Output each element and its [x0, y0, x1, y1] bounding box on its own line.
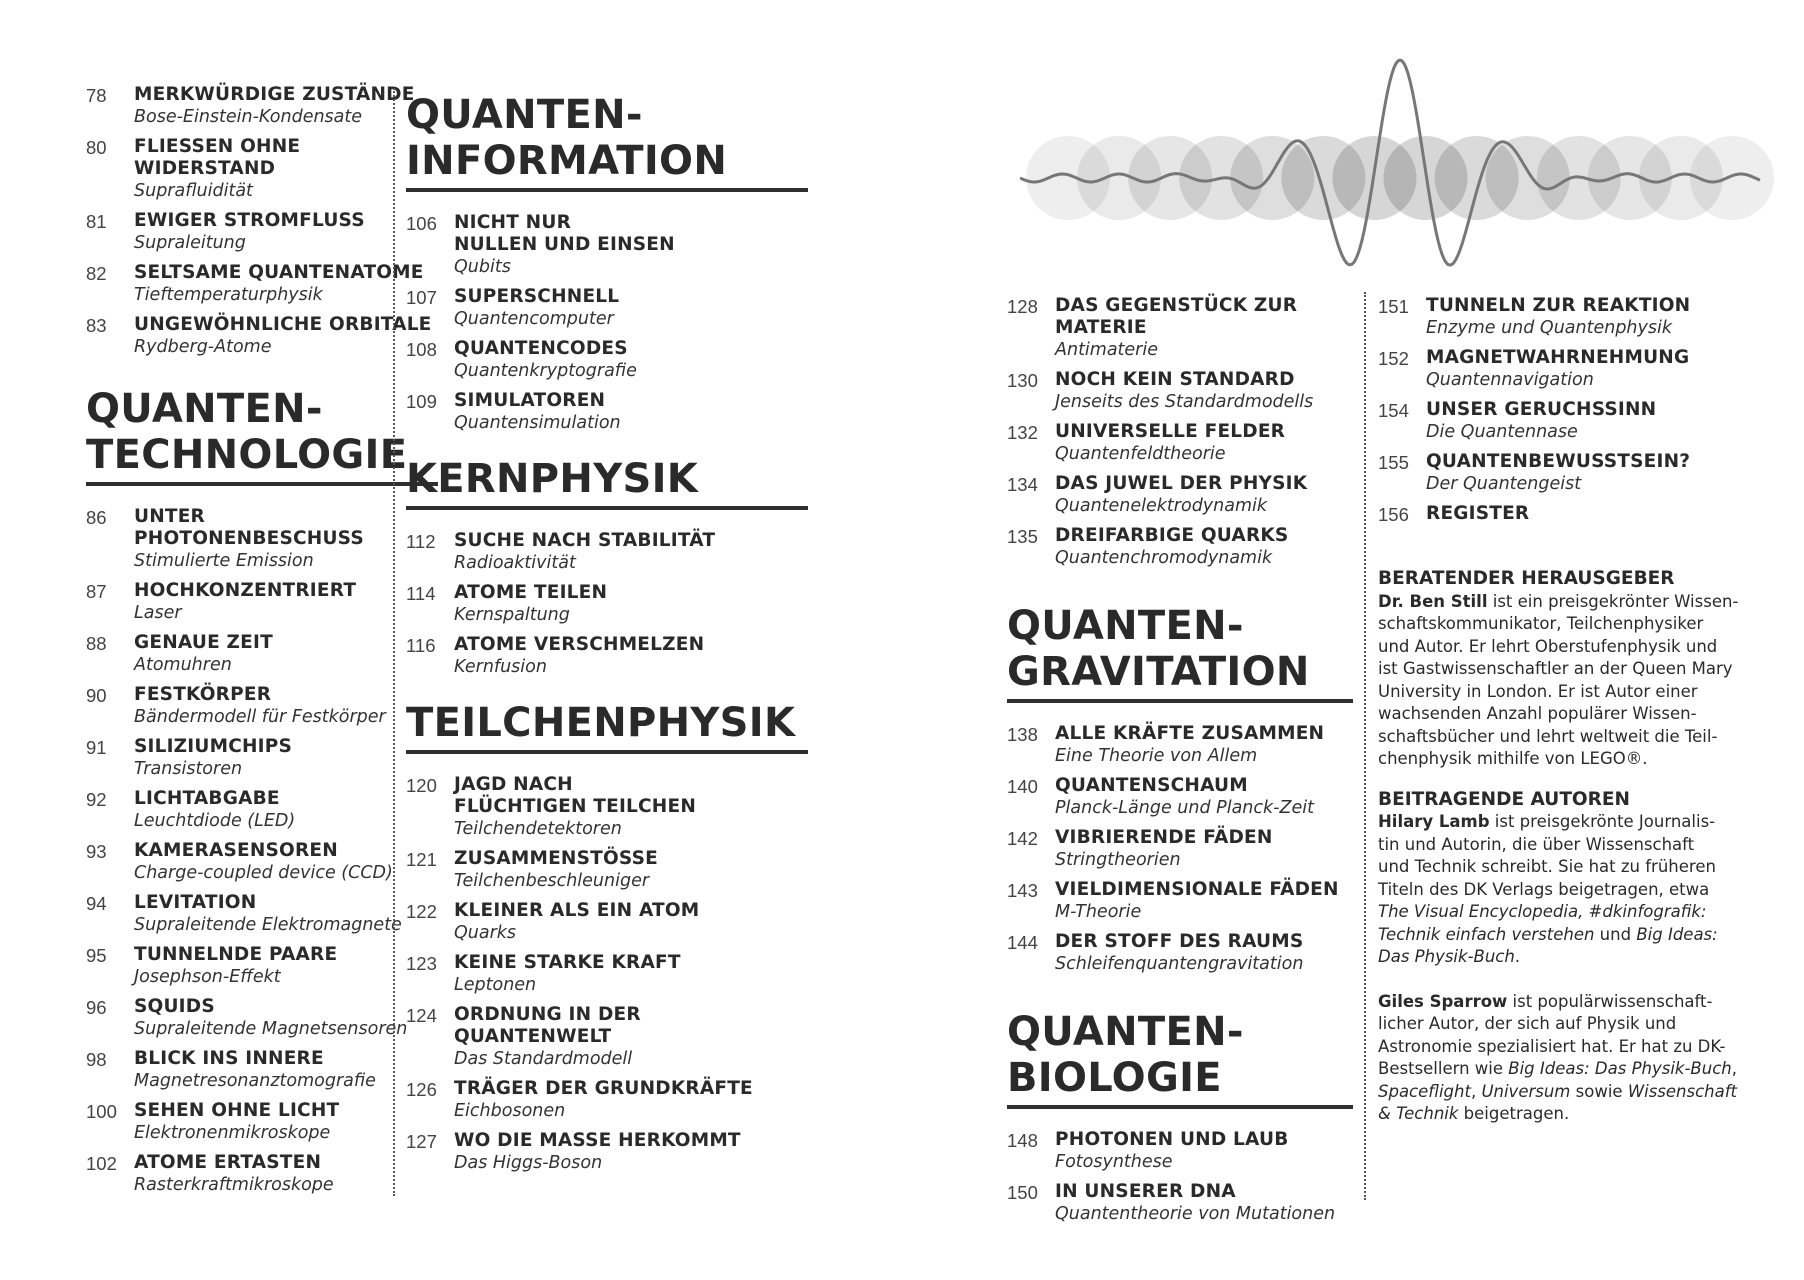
- toc-entry: [86, 1048, 440, 1092]
- author2-bio: Giles Sparrow ist populärwissenschaft- licher Autor, der sich auf Physik und Astronomie spezialisiert hat. Er hat zu DK- Bestsellern wie Big Ideas: Das Physik-Buch, Spaceflight, Universum sowie Wissenschaft & Technik beigetragen.: [1378, 991, 1738, 1123]
- editor-bio: Dr. Ben Still ist ein preisgekrönter Wissen- schaftskommunikator, Teilchenphysiker und Autor. Er lehrt Oberstufenphysik und ist Gastwissenschaftler an der Queen Mary University in London. Er ist Autor einer wachsenden Anzahl populärer Wissen- schaftsbücher und lehrt weltweit die Teil- chenphysik mithilfe von LEGO®.: [1378, 591, 1739, 768]
- entry-text: [1055, 879, 1367, 923]
- toc-entry: [86, 632, 440, 676]
- credits-block: [1378, 568, 1748, 1126]
- entry-subtitle: Stringtheorien: [1055, 850, 1181, 870]
- page-number: 130: [1007, 370, 1038, 391]
- entry-title: ATOME ERTASTEN: [134, 1152, 322, 1173]
- section-heading-quantenbiologie: QUANTEN- BIOLOGIE: [1007, 1009, 1353, 1109]
- entry-title: LEVITATION: [134, 892, 257, 913]
- entry-text: [1055, 369, 1367, 413]
- entry-title: WO DIE MASSE HERKOMMT: [454, 1130, 741, 1151]
- entry-title: ZUSAMMENSTÖSSE: [454, 848, 658, 869]
- entry-text: [1055, 1181, 1367, 1225]
- toc-entry: [406, 286, 816, 330]
- toc-entry: [86, 944, 440, 988]
- entry-subtitle: Supraleitende Elektromagnete: [134, 915, 402, 935]
- entry-text: [454, 338, 816, 382]
- page-number: 106: [406, 213, 437, 234]
- toc-entry: [406, 848, 816, 892]
- page-number: 143: [1007, 880, 1038, 901]
- entry-text: [1055, 421, 1367, 465]
- toc-entry: [86, 580, 440, 624]
- entry-subtitle: Quantenchromodynamik: [1055, 548, 1273, 568]
- entry-text: [1426, 399, 1748, 443]
- toc-column-2: [406, 92, 816, 1174]
- section-heading-kernphysik: KERNPHYSIK: [406, 456, 808, 510]
- toc-entry: [406, 582, 816, 626]
- entry-text: [1055, 827, 1367, 871]
- page-number: 156: [1378, 504, 1409, 525]
- entry-text: [454, 848, 816, 892]
- entry-subtitle: Enzyme und Quantenphysik: [1426, 318, 1672, 338]
- entry-title: SUCHE NACH STABILITÄT: [454, 530, 716, 551]
- entry-subtitle: Kernspaltung: [454, 605, 570, 625]
- authors-heading: BEITRAGENDE AUTOREN: [1378, 788, 1631, 810]
- entry-text: [1426, 295, 1748, 339]
- toc-entry: [406, 1004, 816, 1070]
- page-number: 132: [1007, 422, 1038, 443]
- entry-subtitle: Quantenelektrodynamik: [1055, 496, 1268, 516]
- entry-text: [1055, 473, 1367, 517]
- entry-subtitle: Transistoren: [134, 759, 243, 779]
- column-divider-2: [1364, 292, 1366, 1200]
- toc-entry: [1007, 295, 1367, 361]
- entry-subtitle: Das Higgs-Boson: [454, 1153, 603, 1173]
- entry-subtitle: Kernfusion: [454, 657, 547, 677]
- toc-entry: [406, 952, 816, 996]
- entry-title: KEINE STARKE KRAFT: [454, 952, 681, 973]
- entry-title: MERKWÜRDIGE ZUSTÄNDE: [134, 84, 415, 105]
- toc-list-quantenbiologie: [1007, 1129, 1367, 1225]
- page-number: 123: [406, 953, 437, 974]
- entry-title: GENAUE ZEIT: [134, 632, 273, 653]
- toc-entry: [86, 684, 440, 728]
- toc-entry: [1007, 369, 1367, 413]
- toc-entry: [406, 530, 816, 574]
- entry-text: [1426, 503, 1748, 525]
- page-number: 120: [406, 775, 437, 796]
- page-number: 121: [406, 849, 437, 870]
- page-number: 148: [1007, 1130, 1038, 1151]
- toc-list-top-4: [1378, 295, 1748, 526]
- page-number: 135: [1007, 526, 1038, 547]
- toc-entry: [1378, 347, 1748, 391]
- entry-text: [1055, 931, 1367, 975]
- wave-circles: [1026, 136, 1774, 220]
- toc-entry: [406, 774, 816, 840]
- entry-subtitle: M-Theorie: [1055, 902, 1142, 922]
- entry-text: [454, 1004, 816, 1070]
- entry-title: ALLE KRÄFTE ZUSAMMEN: [1055, 723, 1325, 744]
- toc-entry: [406, 634, 816, 678]
- page-number: 152: [1378, 348, 1409, 369]
- entry-subtitle: Suprafluidität: [134, 181, 253, 201]
- entry-subtitle: Quarks: [454, 923, 517, 943]
- toc-entry: [1378, 295, 1748, 339]
- entry-title: SUPERSCHNELL: [454, 286, 620, 307]
- page-number: 80: [86, 137, 107, 158]
- entry-title: KAMERASENSOREN: [134, 840, 338, 861]
- entry-subtitle: Der Quantengeist: [1426, 474, 1582, 494]
- entry-subtitle: Teilchendetektoren: [454, 819, 622, 839]
- entry-text: [454, 390, 816, 434]
- toc-entry: [1378, 399, 1748, 443]
- entry-title: SILIZIUMCHIPS: [134, 736, 293, 757]
- entry-title: FLIESSEN OHNE WIDERSTAND: [134, 136, 301, 179]
- entry-subtitle: Bose-Einstein-Kondensate: [134, 107, 363, 127]
- entry-title: ORDNUNG IN DER: [454, 1004, 641, 1025]
- entry-text: [1426, 451, 1748, 495]
- toc-entry: [406, 1130, 816, 1174]
- entry-title: IN UNSERER DNA: [1055, 1181, 1236, 1202]
- toc-entry: [406, 390, 816, 434]
- page-number: 96: [86, 997, 107, 1018]
- entry-title: SELTSAME QUANTENATOME: [134, 262, 424, 283]
- entry-subtitle: Radioaktivität: [454, 553, 576, 573]
- author1-name: Hilary Lamb: [1378, 812, 1490, 831]
- entry-title: ATOME VERSCHMELZEN: [454, 634, 705, 655]
- entry-text: [454, 1130, 816, 1174]
- entry-title: NULLEN UND EINSEN: [454, 234, 675, 255]
- editor-heading: BERATENDER HERAUSGEBER: [1378, 568, 1675, 589]
- entry-title: DREIFARBIGE QUARKS: [1055, 525, 1289, 546]
- toc-list-teilchenphysik: [406, 774, 816, 1174]
- page-number: 91: [86, 737, 107, 758]
- section-heading-teilchenphysik: TEILCHENPHYSIK: [406, 700, 808, 754]
- entry-text: [1055, 295, 1367, 361]
- page-number: 81: [86, 211, 107, 232]
- page-number: 140: [1007, 776, 1038, 797]
- toc-entry: [86, 788, 440, 832]
- entry-subtitle: Planck-Länge und Planck-Zeit: [1055, 798, 1314, 818]
- entry-subtitle: Das Standardmodell: [454, 1049, 633, 1069]
- entry-title: SQUIDS: [134, 996, 215, 1017]
- page-number: 126: [406, 1079, 437, 1100]
- toc-list-quantengravitation: [1007, 723, 1367, 975]
- entry-subtitle: Antimaterie: [1055, 340, 1159, 360]
- toc-entry: [1007, 931, 1367, 975]
- entry-text: [1055, 775, 1367, 819]
- entry-title: SEHEN OHNE LICHT: [134, 1100, 340, 1121]
- page-number: 108: [406, 339, 437, 360]
- page-number: 83: [86, 315, 107, 336]
- toc-column-3: [1007, 295, 1367, 1225]
- entry-text: [1426, 347, 1748, 391]
- entry-subtitle: Magnetresonanztomografie: [134, 1071, 376, 1091]
- toc-entry: [86, 314, 440, 358]
- entry-subtitle: Teilchenbeschleuniger: [454, 871, 650, 891]
- page-number: 93: [86, 841, 107, 862]
- page-number: 92: [86, 789, 107, 810]
- entry-title: QUANTENWELT: [454, 1026, 612, 1047]
- entry-subtitle: Stimulierte Emission: [134, 551, 314, 571]
- toc-entry: [86, 996, 440, 1040]
- toc-entry: [86, 84, 440, 128]
- entry-subtitle: Eine Theorie von Allem: [1055, 746, 1258, 766]
- page-number: 127: [406, 1131, 437, 1152]
- entry-text: [1055, 525, 1367, 569]
- entry-subtitle: Qubits: [454, 257, 511, 277]
- entry-text: [1055, 1129, 1367, 1173]
- entry-subtitle: Josephson-Effekt: [134, 967, 281, 987]
- page-number: 78: [86, 85, 107, 106]
- toc-entry: [1378, 451, 1748, 495]
- entry-title: UNTER PHOTONENBESCHUSS: [134, 506, 364, 549]
- page-number: 87: [86, 581, 107, 602]
- entry-title: TRÄGER DER GRUNDKRÄFTE: [454, 1078, 753, 1099]
- page-number: 109: [406, 391, 437, 412]
- entry-title: NOCH KEIN STANDARD: [1055, 369, 1295, 390]
- toc-list-kernphysik: [406, 530, 816, 678]
- entry-title: TUNNELNDE PAARE: [134, 944, 338, 965]
- toc-entry: [1007, 827, 1367, 871]
- entry-subtitle: Quantensimulation: [454, 413, 621, 433]
- entry-title: FLÜCHTIGEN TEILCHEN: [454, 796, 697, 817]
- page-number: 102: [86, 1153, 117, 1174]
- page-number: 112: [406, 531, 436, 552]
- entry-subtitle: Eichbosonen: [454, 1101, 566, 1121]
- toc-entry: [1007, 525, 1367, 569]
- entry-title: REGISTER: [1426, 503, 1530, 524]
- entry-title: DAS GEGENSTÜCK ZUR: [1055, 295, 1298, 316]
- toc-entry: [86, 1100, 440, 1144]
- entry-subtitle: Rasterkraftmikroskope: [134, 1175, 334, 1195]
- toc-entry: [1378, 503, 1748, 526]
- page-number: 116: [406, 635, 436, 656]
- page-number: 124: [406, 1005, 437, 1026]
- toc-entry: [86, 892, 440, 936]
- entry-title: SIMULATOREN: [454, 390, 606, 411]
- entry-title: PHOTONEN UND LAUB: [1055, 1129, 1289, 1150]
- page-number: 94: [86, 893, 107, 914]
- editor-name: Dr. Ben Still: [1378, 591, 1488, 611]
- entry-title: HOCHKONZENTRIERT: [134, 580, 357, 601]
- toc-entry: [1007, 723, 1367, 767]
- toc-entry: [406, 1078, 816, 1122]
- entry-title: VIBRIERENDE FÄDEN: [1055, 827, 1273, 848]
- page-number: 107: [406, 287, 437, 308]
- toc-entry: [406, 900, 816, 944]
- entry-title: UNIVERSELLE FELDER: [1055, 421, 1286, 442]
- entry-subtitle: Quantennavigation: [1426, 370, 1594, 390]
- section-heading-quantengravitation: QUANTEN- GRAVITATION: [1007, 603, 1353, 703]
- entry-subtitle: Supraleitung: [134, 233, 246, 253]
- entry-text: [454, 952, 816, 996]
- author1-bio: Hilary Lamb ist preisgekrönte Journalis- tin und Autorin, die über Wissenschaft und Technik schreibt. Sie hat zu früheren Titeln des DK Verlags beigetragen, etwa The Visual Encyclopedia, #dkinfografik: Technik einfach verstehen und Big Ideas: Das Physik-Buch.: [1378, 812, 1718, 966]
- toc-entry: [1007, 879, 1367, 923]
- toc-entry: [86, 262, 440, 306]
- toc-entry: [86, 840, 440, 884]
- toc-entry: [86, 136, 440, 202]
- entry-title: TUNNELN ZUR REAKTION: [1426, 295, 1691, 316]
- toc-entry: [1007, 1129, 1367, 1173]
- toc-list-top-3: [1007, 295, 1367, 569]
- entry-subtitle: Quantencomputer: [454, 309, 614, 329]
- wave-illustration: [1020, 28, 1780, 288]
- entry-text: [454, 212, 816, 278]
- entry-title: UNGEWÖHNLICHE ORBITALE: [134, 314, 432, 335]
- section-heading-quanteninformation: QUANTEN- INFORMATION: [406, 92, 808, 192]
- entry-title: DAS JUWEL DER PHYSIK: [1055, 473, 1308, 494]
- toc-entry: [1007, 1181, 1367, 1225]
- toc-entry: [1007, 473, 1367, 517]
- page-number: 138: [1007, 724, 1038, 745]
- toc-entry: [1007, 775, 1367, 819]
- entry-text: [1055, 723, 1367, 767]
- entry-subtitle: Schleifenquantengravitation: [1055, 954, 1304, 974]
- entry-title: ATOME TEILEN: [454, 582, 608, 603]
- page-number: 128: [1007, 296, 1038, 317]
- page-number: 86: [86, 507, 107, 528]
- toc-entry: [86, 736, 440, 780]
- page-number: 122: [406, 901, 437, 922]
- entry-text: [454, 1078, 816, 1122]
- entry-subtitle: Die Quantennase: [1426, 422, 1578, 442]
- entry-title: MATERIE: [1055, 317, 1147, 338]
- entry-subtitle: Quantentheorie von Mutationen: [1055, 1204, 1336, 1224]
- entry-subtitle: Tieftemperaturphysik: [134, 285, 323, 305]
- toc-entry: [406, 212, 816, 278]
- entry-subtitle: Leuchtdiode (LED): [134, 811, 296, 831]
- page-number: 144: [1007, 932, 1038, 953]
- toc-entry: [1007, 421, 1367, 465]
- entry-title: BLICK INS INNERE: [134, 1048, 324, 1069]
- entry-subtitle: Quantenfeldtheorie: [1055, 444, 1226, 464]
- page-number: 90: [86, 685, 107, 706]
- entry-subtitle: Supraleitende Magnetsensoren: [134, 1019, 408, 1039]
- entry-title: FESTKÖRPER: [134, 684, 272, 705]
- entry-title: DER STOFF DES RAUMS: [1055, 931, 1304, 952]
- entry-title: MAGNETWAHRNEHMUNG: [1426, 347, 1690, 368]
- entry-title: NICHT NUR: [454, 212, 572, 233]
- page-number: 100: [86, 1101, 117, 1122]
- entry-title: VIELDIMENSIONALE FÄDEN: [1055, 879, 1339, 900]
- entry-title: KLEINER ALS EIN ATOM: [454, 900, 700, 921]
- entry-title: LICHTABGABE: [134, 788, 280, 809]
- page-number: 134: [1007, 474, 1038, 495]
- page-number: 88: [86, 633, 107, 654]
- wave-circle: [1690, 136, 1774, 220]
- entry-subtitle: Quantenkryptografie: [454, 361, 637, 381]
- entry-text: [454, 634, 816, 678]
- entry-title: QUANTENCODES: [454, 338, 628, 359]
- toc-entry: [86, 210, 440, 254]
- page-number: 150: [1007, 1182, 1038, 1203]
- toc-list-quantentechnologie: [86, 506, 440, 1196]
- toc-entry: [406, 338, 816, 382]
- entry-subtitle: Charge-coupled device (CCD): [134, 863, 393, 883]
- toc-list-top: [86, 84, 440, 358]
- page-number: 98: [86, 1049, 107, 1070]
- page-number: 151: [1378, 296, 1409, 317]
- author2-name: Giles Sparrow: [1378, 991, 1508, 1011]
- entry-text: [454, 286, 816, 330]
- toc-column-4: [1378, 295, 1748, 1126]
- page-number: 114: [406, 583, 436, 604]
- entry-subtitle: Jenseits des Standardmodells: [1055, 392, 1314, 412]
- page-number: 154: [1378, 400, 1409, 421]
- page-number: 82: [86, 263, 107, 284]
- entry-subtitle: Laser: [134, 603, 182, 623]
- page-number: 142: [1007, 828, 1038, 849]
- entry-title: QUANTENSCHAUM: [1055, 775, 1248, 796]
- entry-subtitle: Rydberg-Atome: [134, 337, 272, 357]
- entry-text: [454, 530, 816, 574]
- column-divider: [393, 88, 395, 1196]
- toc-entry: [86, 506, 440, 572]
- entry-title: QUANTENBEWUSSTSEIN?: [1426, 451, 1691, 472]
- toc-column-1: [86, 84, 440, 1196]
- entry-title: JAGD NACH: [454, 774, 573, 795]
- page-number: 95: [86, 945, 107, 966]
- entry-title: UNSER GERUCHSSINN: [1426, 399, 1657, 420]
- entry-text: [454, 900, 816, 944]
- entry-subtitle: Bändermodell für Festkörper: [134, 707, 386, 727]
- entry-text: [454, 774, 816, 840]
- entry-subtitle: Elektronenmikroskope: [134, 1123, 331, 1143]
- entry-title: EWIGER STROMFLUSS: [134, 210, 365, 231]
- page-number: 155: [1378, 452, 1409, 473]
- toc-entry: [86, 1152, 440, 1196]
- section-heading-quantentechnologie: QUANTEN- TECHNOLOGIE: [86, 386, 438, 486]
- toc-list-quanteninformation: [406, 212, 816, 434]
- entry-text: [454, 582, 816, 626]
- entry-subtitle: Fotosynthese: [1055, 1152, 1173, 1172]
- entry-subtitle: Atomuhren: [134, 655, 232, 675]
- entry-subtitle: Leptonen: [454, 975, 537, 995]
